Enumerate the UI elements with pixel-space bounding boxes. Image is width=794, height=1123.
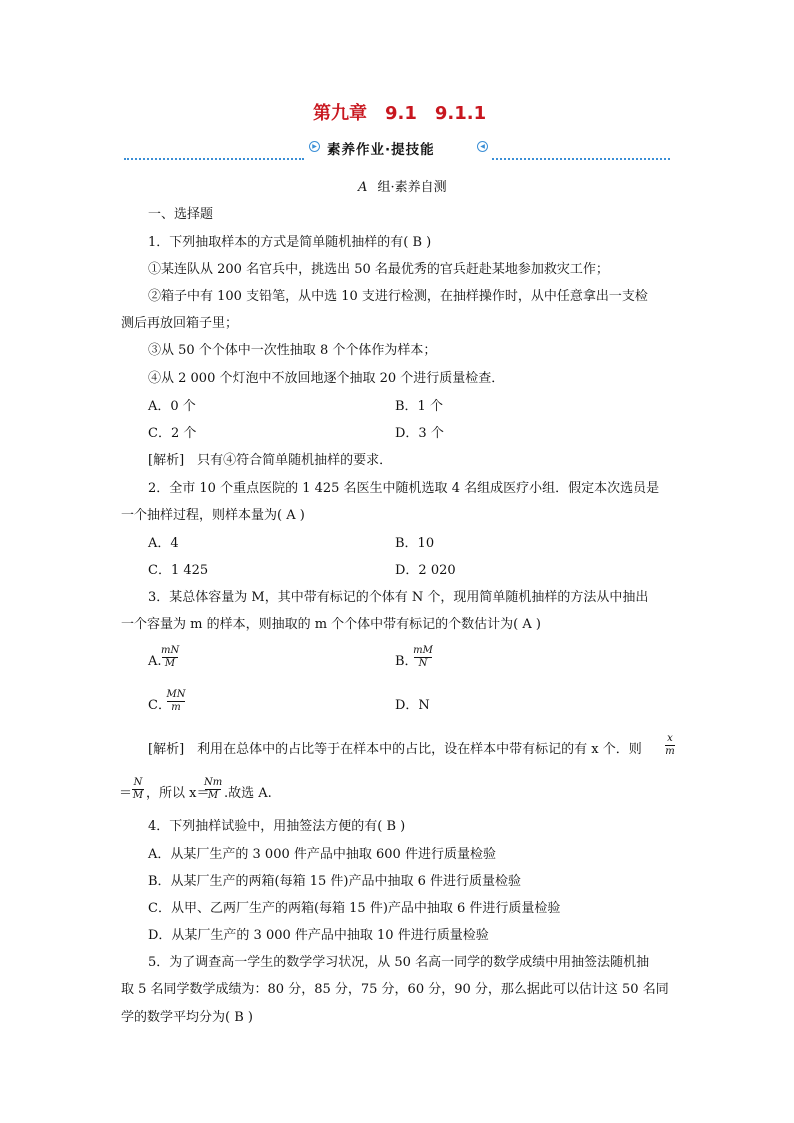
question-3-option-c-label: C． bbox=[148, 698, 171, 713]
question-3-option-a-fraction bbox=[161, 645, 179, 670]
question-3-option-b-label: B． bbox=[395, 654, 418, 669]
fraction-numerator: mM bbox=[413, 645, 433, 656]
question-4-option-b: B．从某厂生产的两箱(每箱 15 件)产品中抽取 6 件进行质量检验 bbox=[148, 874, 522, 889]
analysis-fraction-nm-over-m bbox=[204, 777, 222, 802]
question-3-analysis-b: ，所以 x＝ bbox=[146, 786, 210, 801]
fraction-denominator: m bbox=[665, 746, 675, 757]
fraction-numerator: Nm bbox=[204, 777, 223, 788]
section-heading: 一、选择题 bbox=[148, 207, 214, 222]
question-2-option-c: C．1 425 bbox=[148, 563, 209, 578]
group-letter: A bbox=[358, 180, 368, 195]
question-4-stem: 4．下列抽样试验中，用抽签法方便的有( B ) bbox=[148, 819, 406, 834]
question-1-option-d: D．3 个 bbox=[395, 426, 444, 441]
page-title: 第九章 9.1 9.1.1 bbox=[313, 103, 487, 124]
question-3-analysis-a: [解析] 利用在总体中的占比等于在样本中的占比，设在样本中带有标记的有 x 个．则 bbox=[148, 742, 642, 757]
fraction-denominator: M bbox=[207, 790, 219, 801]
group-heading bbox=[358, 180, 447, 196]
fraction-denominator: M bbox=[164, 658, 176, 669]
question-4-option-c: C．从甲、乙两厂生产的两箱(每箱 15 件)产品中抽取 6 件进行质量检验 bbox=[148, 901, 561, 916]
question-3-option-a-label: A. bbox=[148, 654, 162, 669]
analysis-fraction-x-over-m bbox=[664, 733, 676, 758]
divider-right bbox=[492, 158, 670, 160]
question-2-option-b: B．10 bbox=[395, 536, 435, 551]
question-3-option-d: D．N bbox=[395, 698, 430, 713]
question-1-item-3: ③从 50 个个体中一次性抽取 8 个个体作为样本； bbox=[148, 343, 437, 358]
question-3-stem-a: 3．某总体容量为 M，其中带有标记的个体有 N 个，现用简单随机抽样的方法从中抽出 bbox=[148, 590, 649, 605]
group-label: 组·素养自测 bbox=[377, 180, 447, 195]
divider-left bbox=[124, 158, 304, 160]
analysis-equals-sign: ＝ bbox=[119, 786, 133, 801]
question-1-item-4: ④从 2 000 个灯泡中不放回地逐个抽取 20 个进行质量检查． bbox=[148, 371, 505, 386]
analysis-fraction-n-over-m bbox=[131, 777, 145, 802]
question-4-option-d: D．从某厂生产的 3 000 件产品中抽取 10 件进行质量检验 bbox=[148, 928, 489, 943]
question-1-option-c: C．2 个 bbox=[148, 426, 197, 441]
right-arrow-icon: ▶ bbox=[309, 141, 320, 152]
question-3-stem-b: 一个容量为 m 的样本，则抽取的 m 个个体中带有标记的个数估计为( A ) bbox=[121, 617, 541, 632]
left-arrow-icon: ◀ bbox=[477, 141, 488, 152]
question-3-option-c-fraction bbox=[166, 689, 186, 714]
question-2-stem-b: 一个抽样过程，则样本量为( A ) bbox=[121, 508, 305, 523]
question-5-stem-b: 取 5 名同学数学成绩为：80 分，85 分，75 分，60 分，90 分，那么据此可以估计这 50 名同 bbox=[121, 982, 669, 997]
fraction-denominator: m bbox=[171, 702, 181, 713]
question-1-analysis: [解析] 只有④符合简单随机抽样的要求． bbox=[148, 453, 393, 468]
question-4-option-a: A．从某厂生产的 3 000 件产品中抽取 600 件进行质量检验 bbox=[148, 847, 496, 862]
question-3-analysis-c: .故选 A. bbox=[224, 786, 272, 801]
fraction-numerator: x bbox=[667, 733, 673, 744]
question-3-option-b-fraction bbox=[413, 645, 433, 670]
banner-title: 素养作业·提技能 bbox=[327, 142, 435, 158]
question-5-stem-a: 5．为了调查高一学生的数学学习状况，从 50 名高一同学的数学成绩中用抽签法随机抽 bbox=[148, 955, 650, 970]
fraction-numerator: MN bbox=[166, 689, 186, 700]
fraction-denominator: M bbox=[132, 790, 144, 801]
question-2-option-a: A．4 bbox=[148, 536, 179, 551]
fraction-numerator: mN bbox=[161, 645, 180, 656]
fraction-denominator: N bbox=[418, 658, 428, 669]
question-1-item-2a: ②箱子中有 100 支铅笔，从中选 10 支进行检测，在抽样操作时，从中任意拿出一支检 bbox=[148, 289, 648, 304]
fraction-numerator: N bbox=[133, 777, 143, 788]
question-2-stem-a: 2．全市 10 个重点医院的 1 425 名医生中随机选取 4 名组成医疗小组．假定本次选员是 bbox=[148, 481, 660, 496]
question-1-stem: 1．下列抽取样本的方式是简单随机抽样的有( B ) bbox=[148, 235, 432, 250]
question-1-option-a: A．0 个 bbox=[148, 399, 196, 414]
question-1-option-b: B．1 个 bbox=[395, 399, 443, 414]
question-2-option-d: D．2 020 bbox=[395, 563, 456, 578]
question-5-stem-c: 学的数学平均分为( B ) bbox=[121, 1010, 253, 1025]
question-1-item-1: ①某连队从 200 名官兵中，挑选出 50 名最优秀的官兵赶赴某地参加救灾工作； bbox=[148, 262, 609, 277]
question-1-item-2b: 测后再放回箱子里； bbox=[121, 316, 239, 331]
